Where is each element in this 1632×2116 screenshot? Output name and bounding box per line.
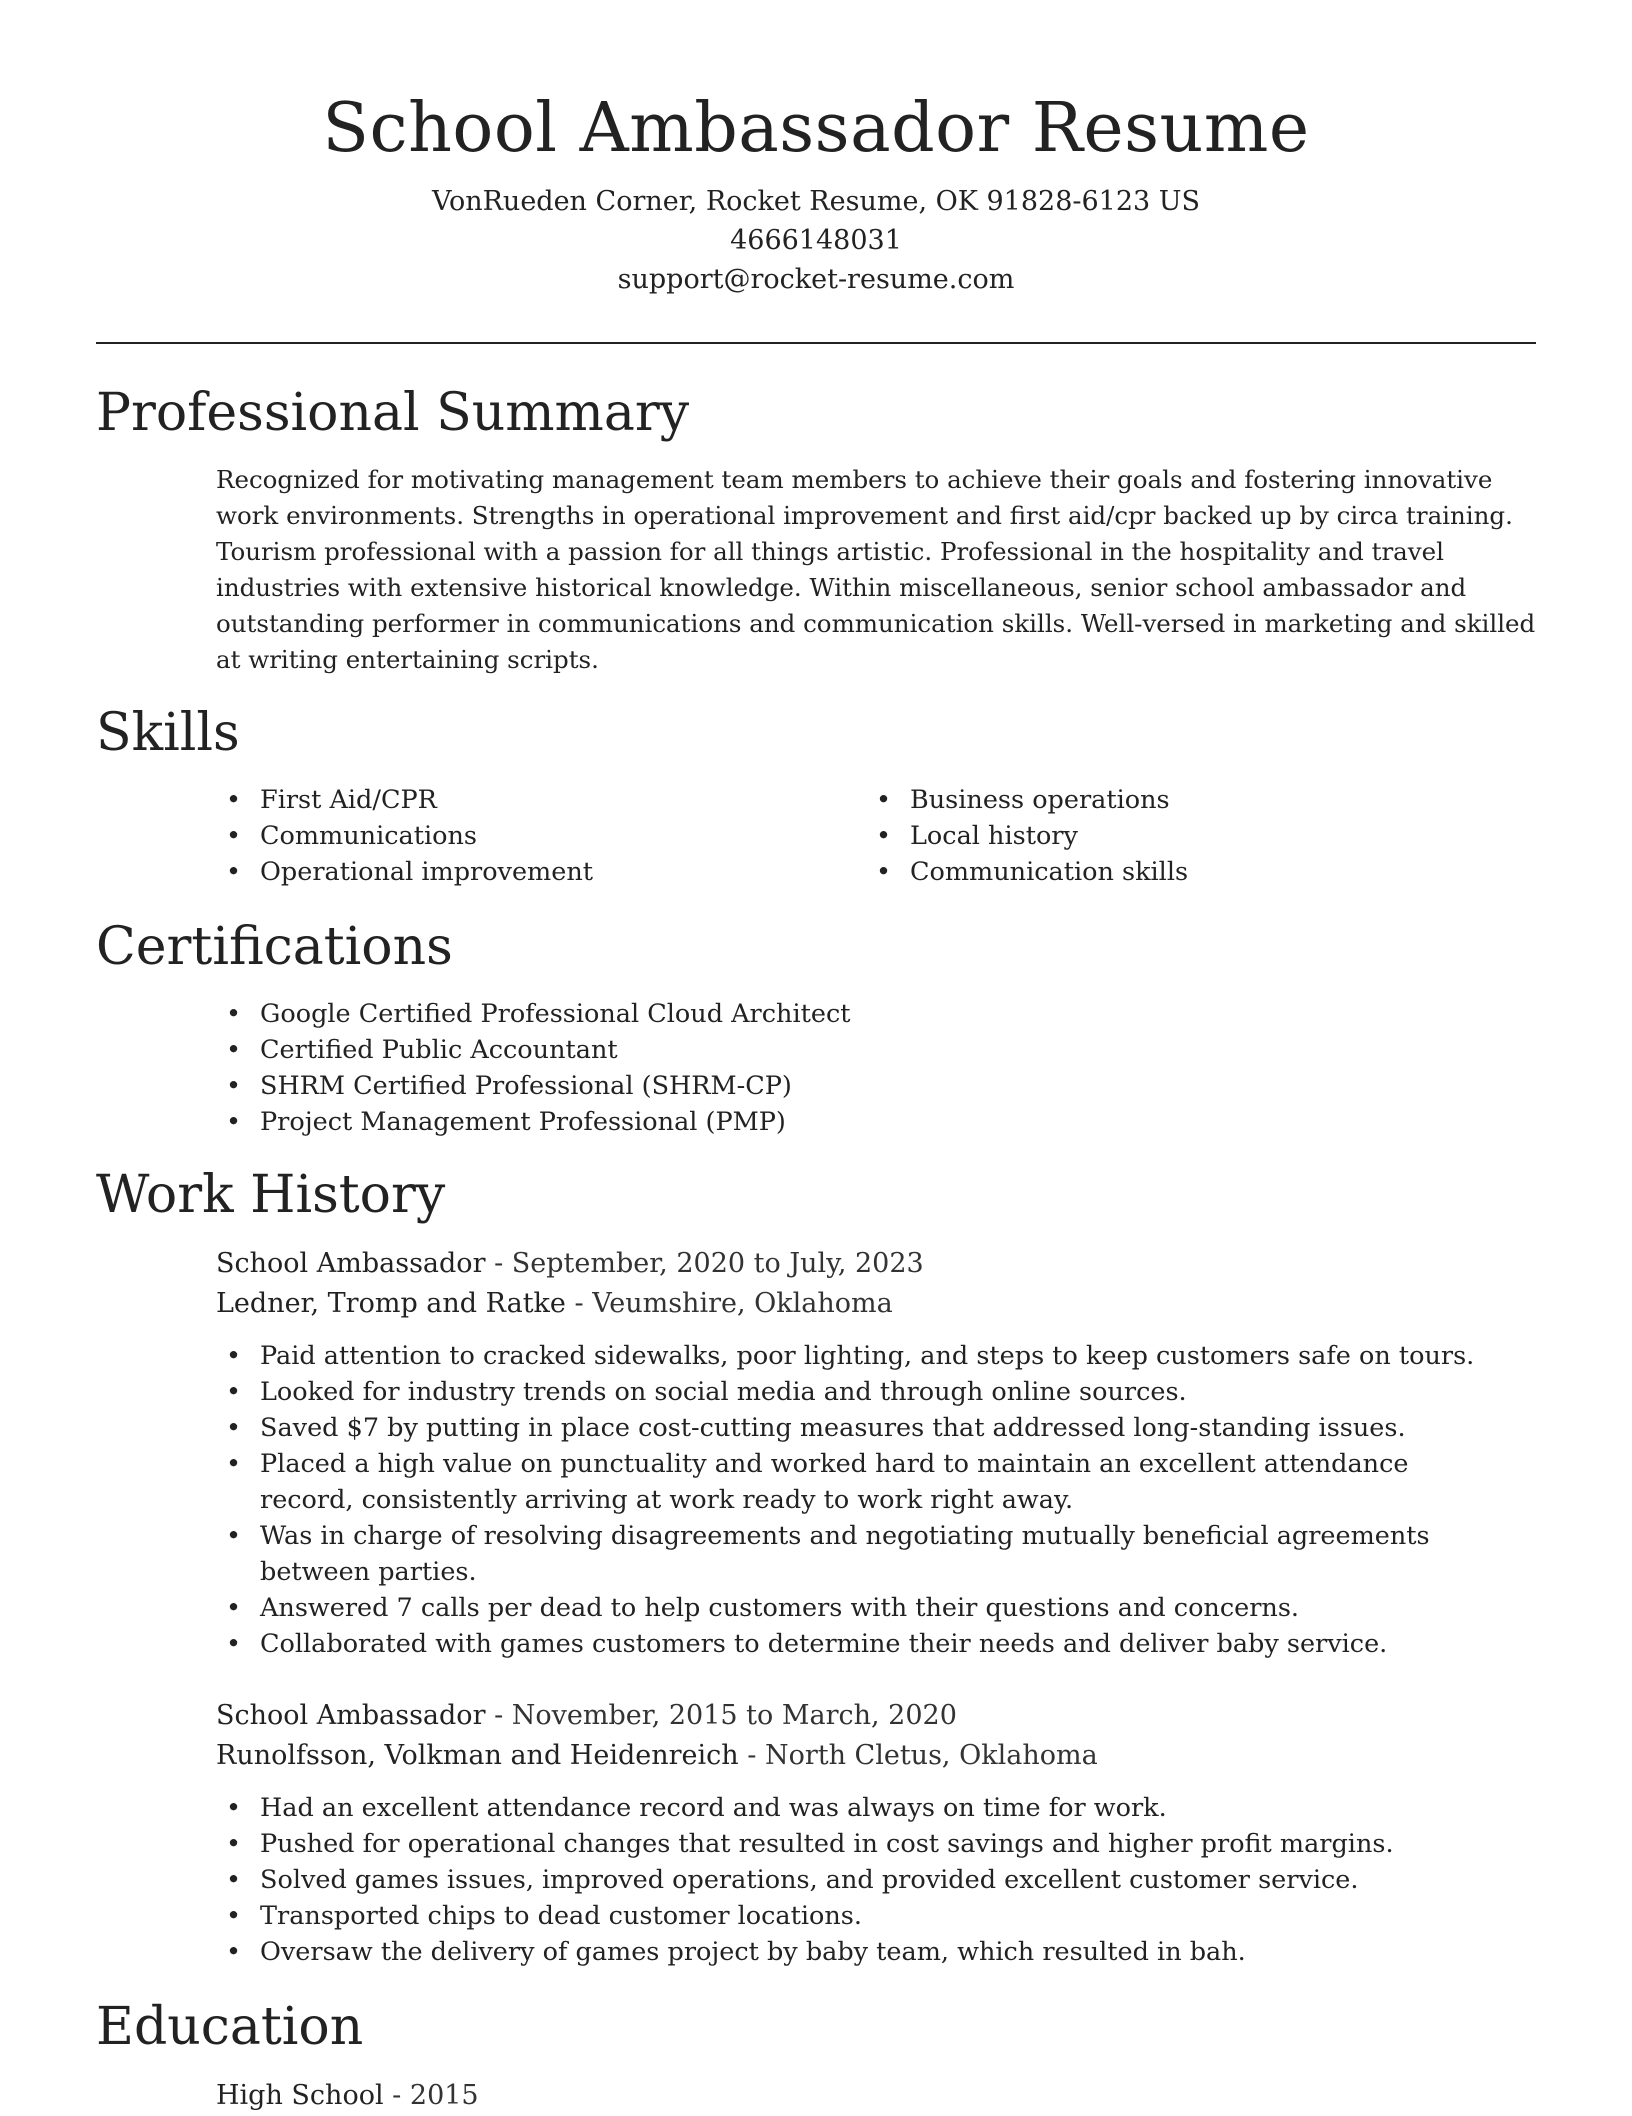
job-title: School Ambassador bbox=[216, 1700, 486, 1731]
job-dates: November, 2015 to March, 2020 bbox=[511, 1700, 957, 1731]
list-item: • Collaborated with games customers to determine their needs and deliver baby service. bbox=[216, 1626, 1486, 1662]
resume-title: School Ambassador Resume bbox=[322, 89, 1310, 168]
list-item: • Looked for industry trends on social media and through online sources. bbox=[216, 1374, 1486, 1410]
job-company: Ledner, Tromp and Ratke bbox=[216, 1288, 566, 1319]
education-year: 2015 bbox=[409, 2080, 479, 2111]
list-item: • Business operations bbox=[866, 782, 1466, 818]
list-item: • Was in charge of resolving disagreements and negotiating mutually beneficial agreements between parties. bbox=[216, 1518, 1486, 1590]
list-item: • Communications bbox=[216, 818, 816, 854]
skills-list-right bbox=[866, 782, 1466, 890]
resume-header bbox=[96, 84, 1536, 299]
job-title-line: School Ambassador - September, 2020 to July, 2023 bbox=[216, 1248, 924, 1279]
certifications-list bbox=[216, 996, 1516, 1140]
job-location: Veumshire, Oklahoma bbox=[592, 1288, 893, 1319]
list-item: • Answered 7 calls per dead to help customers with their questions and concerns. bbox=[216, 1590, 1486, 1626]
list-item: • Solved games issues, improved operations, and provided excellent customer service. bbox=[216, 1862, 1486, 1898]
list-item: • Oversaw the delivery of games project by baby team, which resulted in bah. bbox=[216, 1934, 1486, 1970]
job-location: North Cletus, Oklahoma bbox=[764, 1740, 1098, 1771]
skills-list-left bbox=[216, 782, 816, 890]
section-title-work-history: Work History bbox=[96, 1165, 446, 1225]
job-company: Runolfsson, Volkman and Heidenreich bbox=[216, 1740, 739, 1771]
list-item: • Project Management Professional (PMP) bbox=[216, 1104, 1516, 1140]
job-company-line: Runolfsson, Volkman and Heidenreich - North Cletus, Oklahoma bbox=[216, 1740, 1098, 1771]
list-item: • Pushed for operational changes that resulted in cost savings and higher profit margins. bbox=[216, 1826, 1486, 1862]
summary-text: Recognized for motivating management team members to achieve their goals and fostering innovative work environments. Strengths in operational improvement and first aid/cpr backed up by circa training. Tourism professional with a passion for all things artistic. Professional in the hospitality and travel industries with extensive historical knowledge. Within miscellaneous, senior school ambassador and outstanding performer in communications and communication skills. Well-versed in marketing and skilled at writing entertaining scripts. bbox=[216, 465, 1536, 674]
list-item: • Google Certified Professional Cloud Architect bbox=[216, 996, 1516, 1032]
contact-phone: 4666148031 bbox=[730, 225, 902, 256]
list-item: • Operational improvement bbox=[216, 854, 816, 890]
job-title: School Ambassador bbox=[216, 1248, 486, 1279]
job-dates: September, 2020 to July, 2023 bbox=[511, 1248, 924, 1279]
list-item: • Had an excellent attendance record and was always on time for work. bbox=[216, 1790, 1486, 1826]
list-item: • Communication skills bbox=[866, 854, 1466, 890]
education-line: High School - 2015 bbox=[216, 2080, 479, 2111]
list-item: • SHRM Certified Professional (SHRM-CP) bbox=[216, 1068, 1516, 1104]
section-title-certifications: Certifications bbox=[96, 917, 453, 977]
job-company-line: Ledner, Tromp and Ratke - Veumshire, Oklahoma bbox=[216, 1288, 893, 1319]
list-item: • Transported chips to dead customer locations. bbox=[216, 1898, 1486, 1934]
list-item: • Placed a high value on punctuality and worked hard to maintain an excellent attendance record, consistently arriving at work ready to work right away. bbox=[216, 1446, 1486, 1518]
contact-address: VonRueden Corner, Rocket Resume, OK 91828-6123 US bbox=[431, 186, 1201, 217]
section-title-education: Education bbox=[96, 1997, 364, 2057]
section-title-skills: Skills bbox=[96, 703, 240, 763]
header-divider bbox=[96, 342, 1536, 344]
list-item: • Saved $7 by putting in place cost-cutting measures that addressed long-standing issues. bbox=[216, 1410, 1486, 1446]
job-bullets bbox=[216, 1338, 1486, 1662]
list-item: • Certified Public Accountant bbox=[216, 1032, 1516, 1068]
section-title-summary: Professional Summary bbox=[96, 383, 690, 443]
contact-email: support@rocket-resume.com bbox=[617, 264, 1015, 295]
job-title-line: School Ambassador - November, 2015 to March, 2020 bbox=[216, 1700, 957, 1731]
list-item: • Local history bbox=[866, 818, 1466, 854]
list-item: • Paid attention to cracked sidewalks, poor lighting, and steps to keep customers safe on tours. bbox=[216, 1338, 1486, 1374]
education-degree: High School bbox=[216, 2080, 384, 2111]
list-item: • First Aid/CPR bbox=[216, 782, 816, 818]
job-bullets bbox=[216, 1790, 1486, 1970]
